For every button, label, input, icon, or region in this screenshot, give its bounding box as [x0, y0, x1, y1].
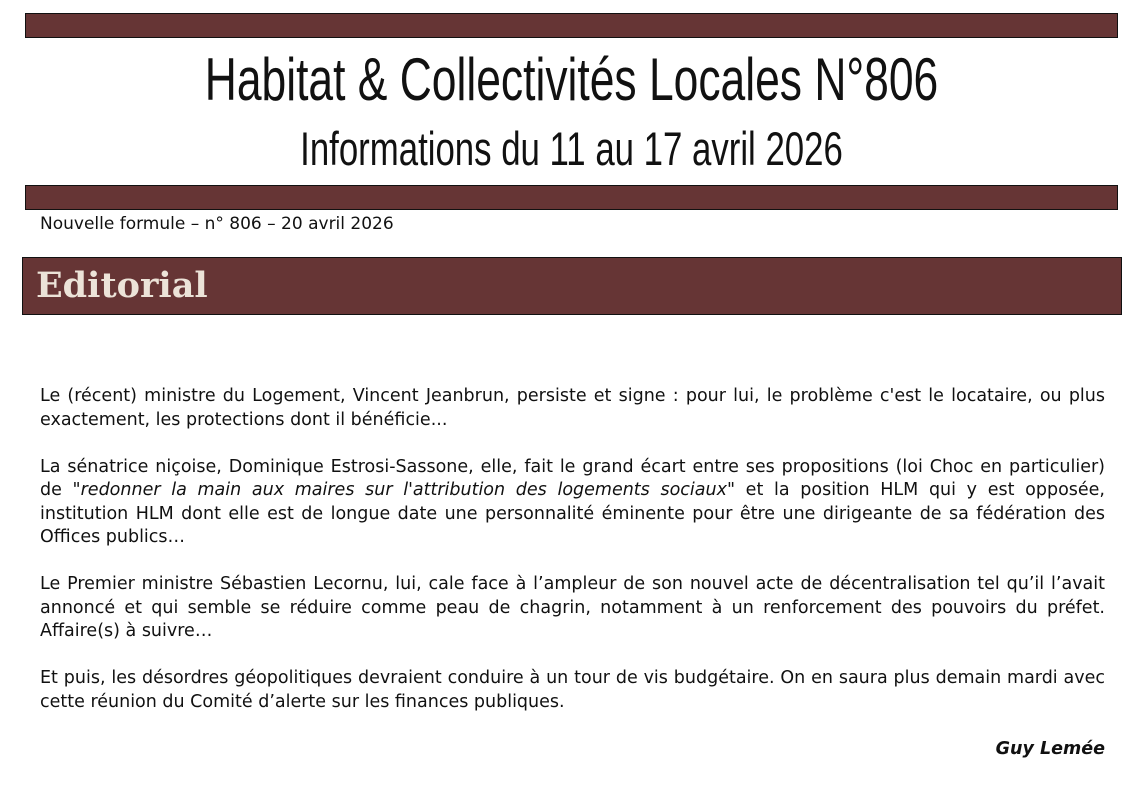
section-banner — [22, 257, 1122, 315]
masthead-title: Habitat & Collectivités Locales N°806 — [204, 46, 939, 113]
paragraph-text: La sénatrice niçoise, Dominique Estrosi-Sassone, elle, fait le grand écart entre ses propositions (loi Choc en particulier) de " — [40, 456, 1105, 500]
paragraph-text: " et la position HLM qui y est opposée, institution HLM dont elle est de longue date une personnalité éminente pour être une dirigeante de sa fédération des Offices publics… — [40, 480, 1105, 547]
issue-line: Nouvelle formule – n° 806 – 20 avril 2026 — [40, 214, 394, 234]
paragraph-text: Le (récent) ministre du Logement, Vincent Jeanbrun, persiste et signe : pour lui, le problème c'est le locataire, ou plus exactement, les protections dont il bénéficie... — [40, 386, 1105, 430]
editorial-paragraph — [40, 456, 1105, 550]
paragraph-text: Le Premier ministre Sébastien Lecornu, lui, cale face à l’ampleur de son nouvel acte de décentralisation tel qu’il l’avait annoncé et qui semble se réduire comme peau de chagrin, notamment à un renforcement des pouvoirs du préfet. Affaire(s) à suivre… — [40, 574, 1105, 641]
masthead-bottom-rule — [25, 185, 1118, 210]
editorial-body — [40, 385, 1105, 738]
masthead-top-rule — [25, 13, 1118, 38]
editorial-paragraph — [40, 573, 1105, 644]
masthead — [25, 38, 1118, 185]
section-title: Editorial — [36, 265, 208, 306]
editorial-paragraph — [40, 385, 1105, 432]
author-signature: Guy Lemée — [995, 739, 1105, 759]
editorial-paragraph — [40, 667, 1105, 714]
paragraph-text: Et puis, les désordres géopolitiques devraient conduire à un tour de vis budgétaire. On en saura plus demain mardi avec cette réunion du Comité d’alerte sur les finances publiques. — [40, 668, 1105, 712]
paragraph-quote: redonner la main aux maires sur l'attribution des logements sociaux — [80, 480, 727, 500]
masthead-subtitle: Informations du 11 au 17 avril 2026 — [300, 122, 843, 175]
